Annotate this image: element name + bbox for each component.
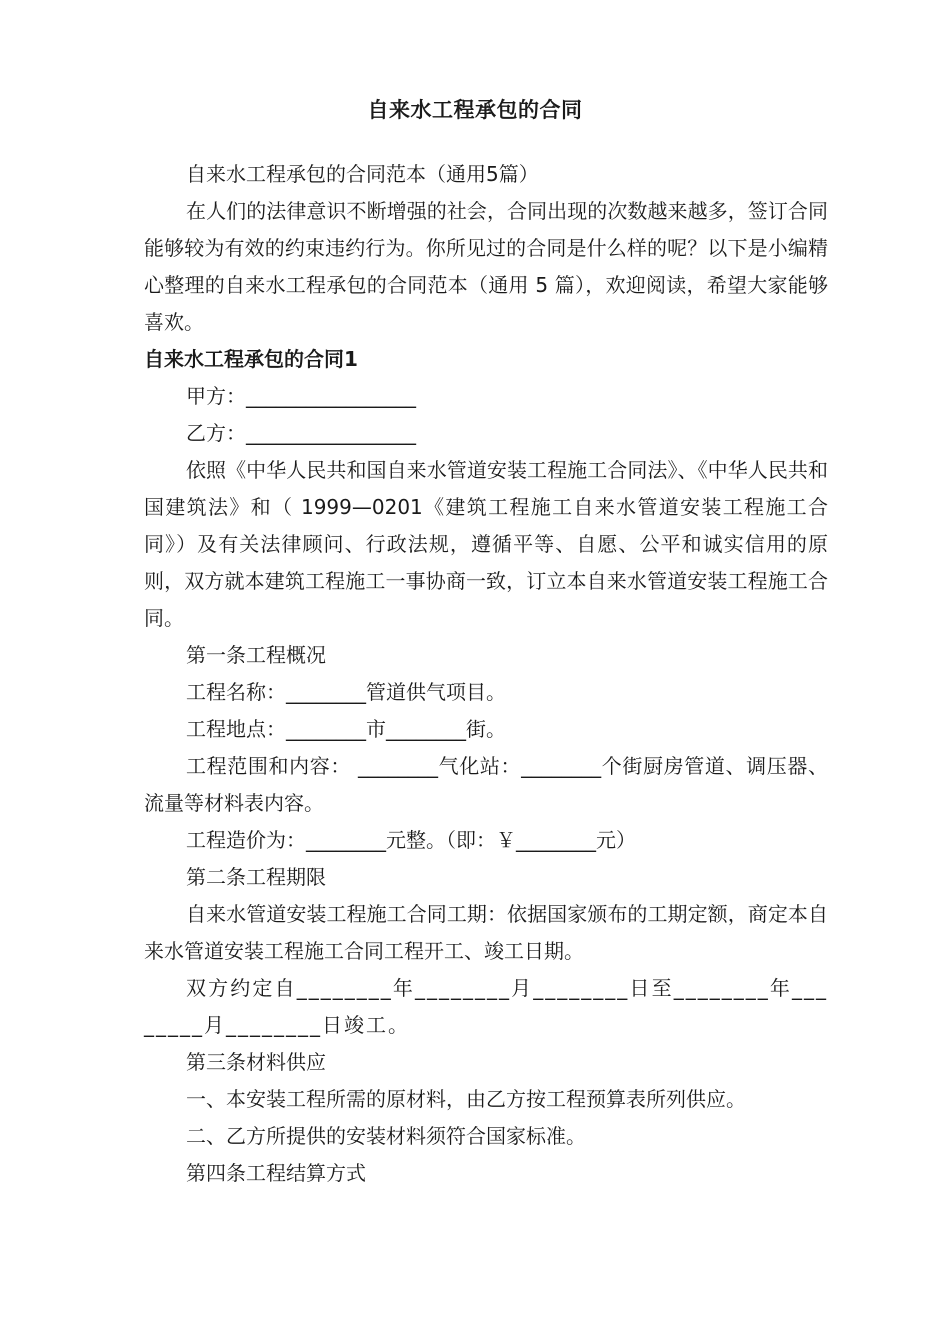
article-2-title: 第二条工程期限	[186, 865, 326, 889]
project-name-line: 工程名称：________管道供气项目。	[186, 680, 506, 704]
article-1-title: 第一条工程概况	[186, 643, 326, 667]
intro-paragraph: 在人们的法律意识不断增强的社会，合同出现的次数越来越多，签订合同能够较为有效的约束违约行为。你所见过的合同是什么样的呢？以下是小编精心整理的自来水工程承包的合同范本（通用 5 篇），欢迎阅读，希望大家能够喜欢。	[144, 199, 828, 334]
period-dates-paragraph: 双方约定自________年________月________日至________年________月________日竣工。	[144, 976, 828, 1037]
article-3-title: 第三条材料供应	[186, 1050, 326, 1074]
material-item-1: 一、本安装工程所需的原材料，由乙方按工程预算表所列供应。	[186, 1087, 746, 1111]
intro-heading: 自来水工程承包的合同范本（通用5篇）	[186, 162, 539, 186]
article-4-title: 第四条工程结算方式	[186, 1161, 366, 1185]
project-cost-line: 工程造价为：________元整。（即：￥________元）	[186, 828, 636, 852]
project-scope-paragraph: 工程范围和内容： ________气化站：________个街厨房管道、调压器、流量等材料表内容。	[144, 754, 828, 815]
section-heading: 自来水工程承包的合同1	[144, 347, 358, 371]
project-location-line: 工程地点：________市________街。	[186, 717, 506, 741]
basis-paragraph: 依照《中华人民共和国自来水管道安装工程施工合同法》、《中华人民共和国建筑法》和（ 1999—0201《建筑工程施工自来水管道安装工程施工合同》）及有关法律顾问、行政法规，遵循平等、自愿、公平和诚实信用的原则，双方就本建筑工程施工一事协商一致，订立本自来水管道安装工程施工合同。	[144, 458, 828, 630]
party-b-line: 乙方：_________________	[186, 421, 416, 445]
material-item-2: 二、乙方所提供的安装材料须符合国家标准。	[186, 1124, 586, 1148]
period-paragraph: 自来水管道安装工程施工合同工期：依据国家颁布的工期定额，商定本自来水管道安装工程施工合同工程开工、竣工日期。	[144, 902, 828, 963]
document-title: 自来水工程承包的合同	[367, 98, 583, 122]
document-body	[144, 156, 828, 1192]
party-a-line: 甲方：_________________	[186, 384, 416, 408]
